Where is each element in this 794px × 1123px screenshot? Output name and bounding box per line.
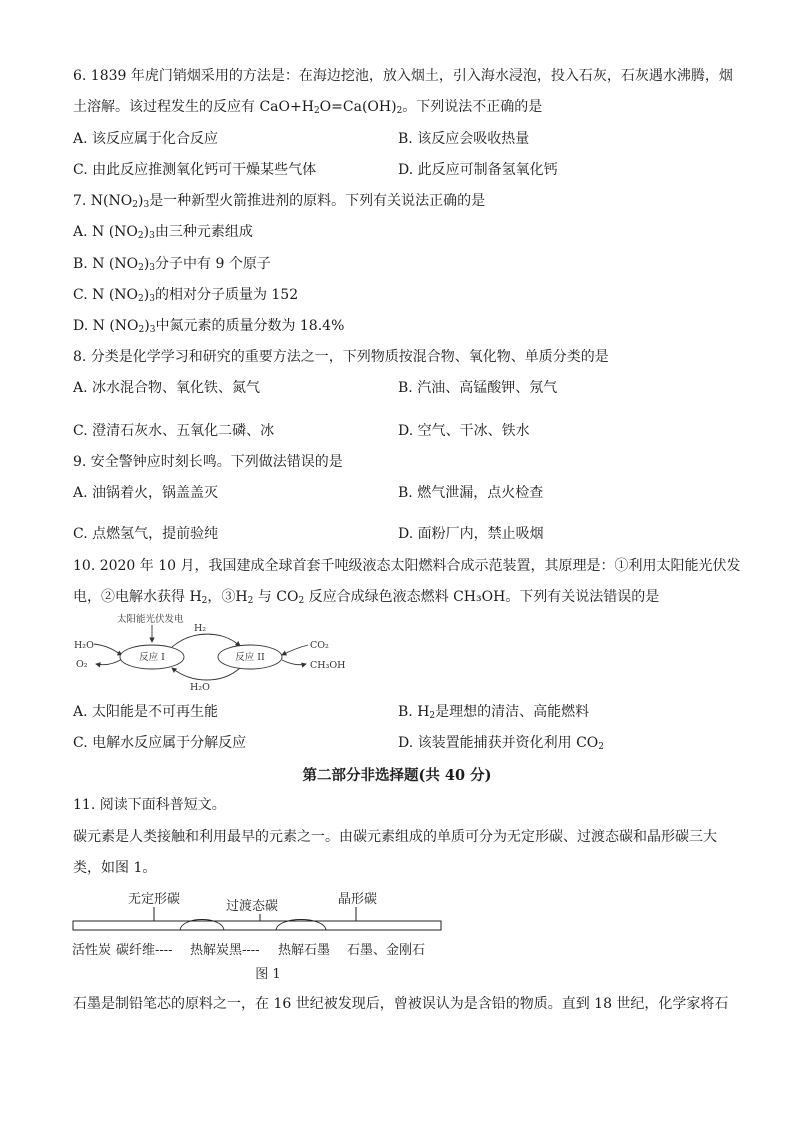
q7-stem: 7. $N(NO_2)_3$是一种新型火箭推进剂的原料。下列有关说法正确的是 [73, 193, 486, 210]
q10-reaction-diagram [72, 612, 362, 694]
fig1-item-activated-carbon: 活性炭 [72, 943, 112, 958]
fig1-transition-label: 过渡态碳 [226, 899, 279, 914]
diagram-h2o-return-arrow [172, 668, 240, 680]
q6-stem-line1: 6. 1839 年虎门销烟采用的方法是：在海边挖池，放入烟土，引入海水浸泡，投入石灰，石灰遇水沸腾，烟 [73, 68, 733, 84]
q8-option-a: A. 冰水混合物、氧化铁、氮气 [73, 380, 261, 396]
q6-option-d: D. 此反应可制备氢氧化钙 [398, 162, 558, 178]
q9-option-c: C. 点燃氢气，提前验纯 [73, 526, 219, 542]
q9-option-a: A. 油锅着火，锅盖盖灭 [73, 485, 219, 501]
q11-para2-line1: 石墨是制铅笔芯的原料之一，在 16 世纪被发现后，曾被误认为是含铅的物质。直到 18 世纪，化学家将石 [73, 996, 729, 1012]
q6-stem-line2: 土溶解。该过程发生的反应有 $CaO+H_2O=Ca(OH)_2$。下列说法不正确的是 [73, 99, 543, 116]
q7-option-c: C. N $(NO_2)_3$的相对分子质量为 152 [73, 287, 299, 304]
fig1-caption: 图 1 [255, 967, 281, 982]
diagram-o2-out: O₂ [76, 659, 88, 670]
q6-option-c: C. 由此反应推测氧化钙可干燥某些气体 [73, 162, 317, 178]
diagram-ch3oh-arrow [282, 660, 306, 665]
fig1-bar [73, 921, 441, 930]
q9-option-d: D. 面粉厂内，禁止吸烟 [398, 526, 544, 542]
fig1-item-graphite-diamond: 石墨、金刚石 [347, 943, 426, 958]
q8-option-b: B. 汽油、高锰酸钾、氖气 [398, 380, 558, 396]
q9-stem: 9. 安全警钟应时刻长鸣。下列做法错误的是 [73, 454, 343, 470]
fig1-amorphous-label: 无定形碳 [128, 892, 181, 907]
q7-option-a: A. N $(NO_2)_3$由三种元素组成 [73, 224, 253, 241]
diagram-o2-arrow [96, 659, 122, 665]
q9-option-b: B. 燃气泄漏，点火检查 [398, 485, 544, 501]
q8-option-d: D. 空气、干冰、铁水 [398, 423, 530, 439]
fig1-item-carbon-fiber: 碳纤维---- [116, 943, 173, 958]
diagram-h2-arrow [172, 634, 240, 647]
q6-option-b: B. 该反应会吸收热量 [398, 131, 530, 147]
section2-title: 第二部分非选择题(共 40 分) [302, 767, 492, 784]
q10-stem-line2: 电，②电解水获得 $H_2$，$③H_2$ 与 $CO_2$ 反应合成绿色液态燃料 CH₃OH。下列有关说法错误的是 [73, 589, 660, 606]
q8-option-c: C. 澄清石灰水、五氧化二磷、冰 [73, 423, 275, 439]
fig1-item-pyrolytic-graphite: 热解石墨 [278, 943, 331, 958]
figure1-carbon-classification [72, 888, 452, 984]
q11-para1-line1: 碳元素是人类接触和利用最早的元素之一。由碳元素组成的单质可分为无定形碳、过渡态碳和晶形碳三大 [73, 829, 717, 845]
q10-stem-line1: 10. 2020 年 10 月，我国建成全球首套千吨级液态太阳燃料合成示范装置，其原理是：①利用太阳能光伏发 [73, 558, 741, 574]
diagram-co2-in: CO₂ [310, 640, 329, 651]
q11-para1-line2: 类，如图 1。 [73, 860, 157, 876]
diagram-ch3oh-out: CH₃OH [310, 660, 346, 671]
q8-stem: 8. 分类是化学学习和研究的重要方法之一，下列物质按混合物、氧化物、单质分类的是 [73, 349, 609, 365]
q7-option-b: B. N $(NO_2)_3$分子中有 9 个原子 [73, 256, 271, 273]
fig1-item-pyrolytic-carbon-black: 热解炭黑---- [190, 943, 260, 958]
q10-option-d: D. 该装置能捕获并资化利用 $CO_2$ [398, 735, 604, 752]
diagram-solar-label: 太阳能光伏发电 [117, 614, 184, 625]
q10-option-a: A. 太阳能是不可再生能 [73, 704, 219, 720]
diagram-reaction2-label: 反应 II [235, 652, 265, 663]
diagram-co2-arrow [282, 645, 308, 655]
diagram-h2o-bottom: H₂O [190, 682, 210, 693]
diagram-h2o-arrow [94, 644, 122, 655]
diagram-reaction1-label: 反应 I [139, 652, 165, 663]
q7-option-d: D. N $(NO_2)_3$中氮元素的质量分数为 18.4% [73, 318, 345, 335]
q11-stem: 11. 阅读下面科普短文。 [73, 797, 226, 813]
q6-option-a: A. 该反应属于化合反应 [73, 131, 219, 147]
q10-option-b: B. $H_2$是理想的清洁、高能燃料 [398, 704, 590, 721]
q10-option-c: C. 电解水反应属于分解反应 [73, 735, 247, 751]
fig1-crystalline-label: 晶形碳 [338, 892, 378, 907]
diagram-h2o-in: H₂O [74, 640, 94, 651]
diagram-h2-label: H₂ [194, 623, 207, 634]
